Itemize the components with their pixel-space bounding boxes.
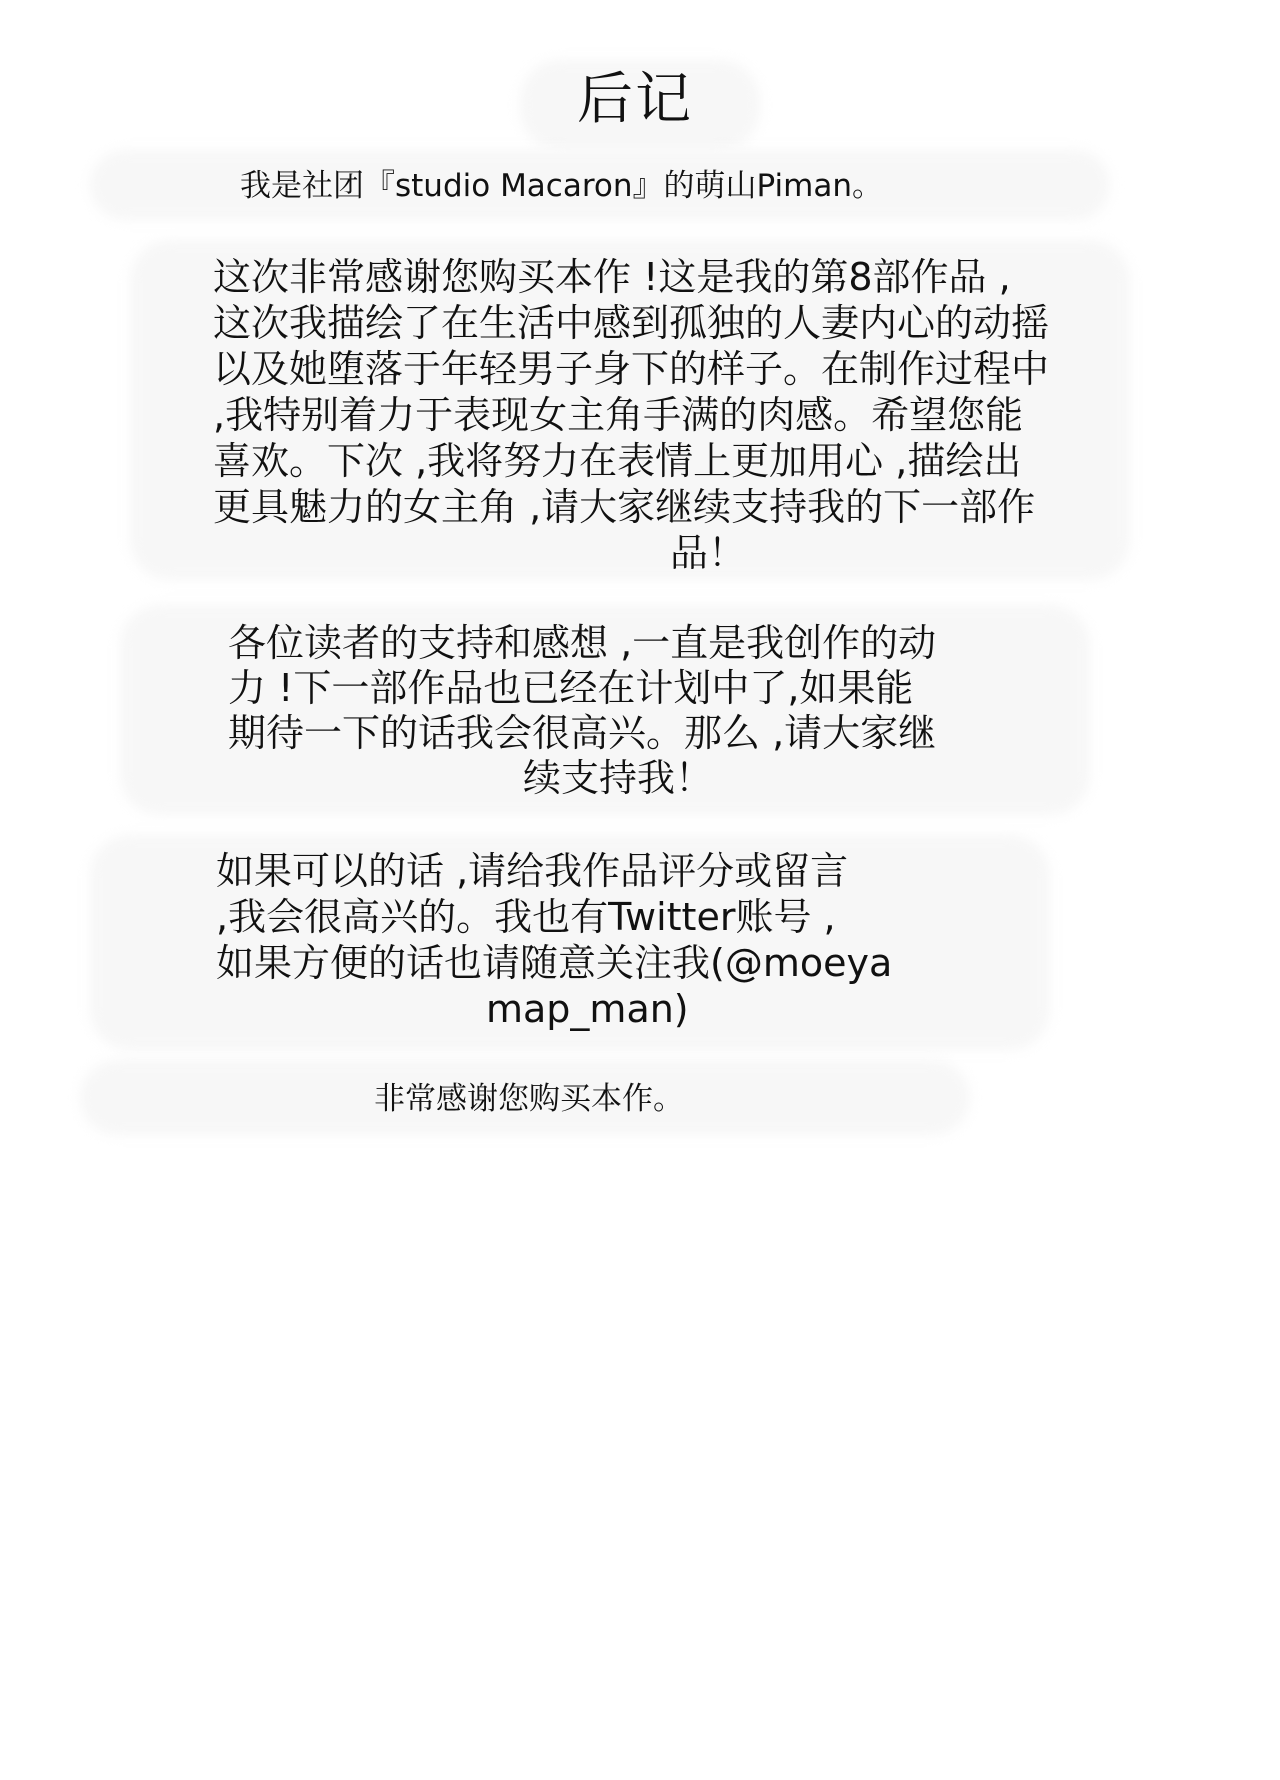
paragraph-line: ,我会很高兴的。我也有Twitter账号 , <box>216 895 836 939</box>
paragraph-line: 喜欢。下次 ,我将努力在表情上更加用心 ,描绘出 <box>213 439 1022 483</box>
paragraph-line: 如果可以的话 ,请给我作品评分或留言 <box>216 849 849 893</box>
closing-thanks: 非常感谢您购买本作。 <box>374 1081 684 1117</box>
paragraph-line: 品！ <box>669 531 746 575</box>
paragraph-line: 力 !下一部作品也已经在计划中了,如果能 <box>228 666 914 710</box>
paragraph-line: 各位读者的支持和感想 ,一直是我创作的动 <box>228 621 937 665</box>
paragraph-line: 如果方便的话也请随意关注我(@moeya <box>216 941 893 985</box>
paragraph-reader-support <box>228 621 968 801</box>
paragraph-line: 这次非常感谢您购买本作 !这是我的第8部作品 , <box>213 255 1011 299</box>
page-title: 后记 <box>577 67 693 132</box>
intro-text: 我是社团『studio Macaron』的萌山Piman。 <box>240 168 883 204</box>
paragraph-line: map_man) <box>486 987 689 1031</box>
paragraph-line: 这次我描绘了在生活中感到孤独的人妻内心的动摇 <box>213 301 1050 345</box>
paragraph-line: 期待一下的话我会很高兴。那么 ,请大家继 <box>228 711 937 755</box>
paragraph-line: 更具魅力的女主角 ,请大家继续支持我的下一部作 <box>213 485 1036 529</box>
paragraph-line: 以及她堕落于年轻男子身下的样子。在制作过程中 <box>213 347 1050 391</box>
paragraph-rating-and-twitter <box>216 848 976 1032</box>
paragraph-line: 续支持我！ <box>523 756 714 800</box>
paragraph-line: ,我特别着力于表现女主角手满的肉感。希望您能 <box>213 393 1024 437</box>
paragraph-thanks-and-description <box>213 254 1113 576</box>
